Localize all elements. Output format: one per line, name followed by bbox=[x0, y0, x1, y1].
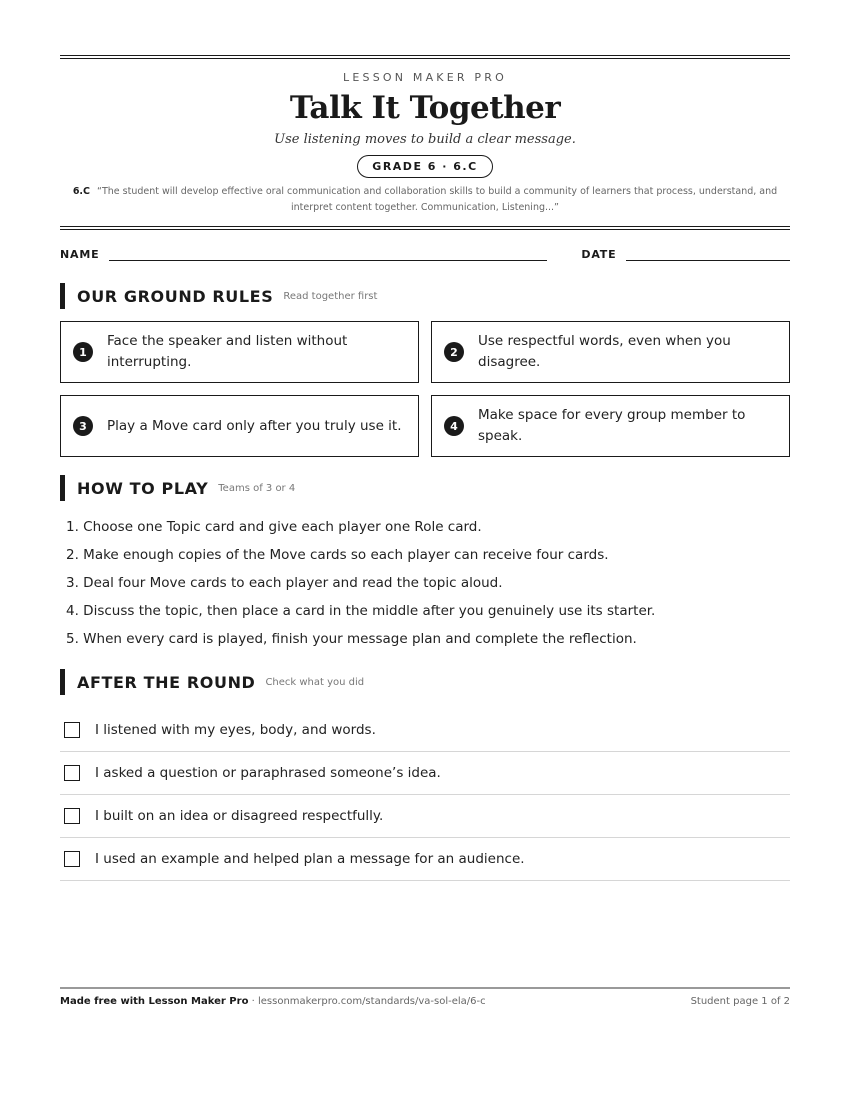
section-title: HOW TO PLAY bbox=[77, 478, 209, 498]
ground-rules-grid bbox=[60, 321, 790, 457]
rule-number-badge: 3 bbox=[73, 416, 93, 436]
reflection-checklist bbox=[60, 709, 790, 881]
standard-description bbox=[60, 184, 790, 216]
how-to-play-header bbox=[60, 475, 790, 501]
page-footer bbox=[60, 987, 790, 1007]
checklist-text: I listened with my eyes, body, and words. bbox=[95, 722, 376, 738]
step-item: 5. When every card is played, finish your message plan and complete the reflection. bbox=[66, 631, 637, 647]
ground-rule-card bbox=[431, 395, 790, 457]
standard-code: 6.C bbox=[72, 186, 91, 197]
checklist-text: I asked a question or paraphrased someone’s idea. bbox=[95, 765, 441, 781]
ground-rule-card bbox=[60, 321, 419, 383]
name-date-row bbox=[60, 248, 790, 261]
worksheet-page bbox=[60, 55, 790, 881]
checklist-item bbox=[60, 838, 790, 881]
footer-made-with: Made free with Lesson Maker Pro bbox=[60, 996, 249, 1007]
date-field[interactable] bbox=[626, 250, 790, 261]
footer-credit bbox=[60, 996, 486, 1007]
section-hint: Teams of 3 or 4 bbox=[218, 482, 296, 494]
checklist-item bbox=[60, 752, 790, 795]
rule-text: Use respectful words, even when you disagree. bbox=[478, 333, 731, 370]
checkbox[interactable] bbox=[64, 851, 80, 867]
ground-rules-header bbox=[60, 283, 790, 309]
ground-rule-card bbox=[60, 395, 419, 457]
footer-page-number: Student page 1 of 2 bbox=[690, 996, 790, 1007]
checklist-text: I built on an idea or disagreed respectfully. bbox=[95, 808, 384, 824]
name-field[interactable] bbox=[109, 250, 547, 261]
grade-badge: GRADE 6 · 6.C bbox=[357, 155, 492, 178]
after-round-header bbox=[60, 669, 790, 695]
section-title: OUR GROUND RULES bbox=[77, 286, 274, 306]
step-item: 1. Choose one Topic card and give each player one Role card. bbox=[66, 519, 482, 535]
rule-number-badge: 1 bbox=[73, 342, 93, 362]
steps-list bbox=[60, 513, 790, 653]
header-top-rule bbox=[60, 55, 790, 59]
rule-text: Face the speaker and listen without interrupting. bbox=[107, 333, 348, 370]
checklist-item bbox=[60, 795, 790, 838]
section-hint: Read together first bbox=[283, 290, 378, 302]
checklist-item bbox=[60, 709, 790, 752]
footer-url[interactable]: · lessonmakerpro.com/standards/va-sol-ela/6-c bbox=[248, 996, 486, 1007]
rule-number-badge: 2 bbox=[444, 342, 464, 362]
checkbox[interactable] bbox=[64, 808, 80, 824]
checklist-text: I used an example and helped plan a message for an audience. bbox=[95, 851, 525, 867]
ground-rule-card bbox=[431, 321, 790, 383]
step-item: 2. Make enough copies of the Move cards so each player can receive four cards. bbox=[66, 547, 609, 563]
rule-text: Play a Move card only after you truly use it. bbox=[107, 417, 402, 434]
section-hint: Check what you did bbox=[265, 676, 365, 688]
page-subtitle: Use listening moves to build a clear message. bbox=[274, 132, 576, 147]
checkbox[interactable] bbox=[64, 722, 80, 738]
brand-name: LESSON MAKER PRO bbox=[343, 71, 507, 84]
section-title: AFTER THE ROUND bbox=[77, 672, 256, 692]
page-title: Talk It Together bbox=[289, 90, 561, 126]
standard-text: “The student will develop effective oral communication and collaboration skills to build a community of learners that process, understand, and interpret content together. Communication, Listening...” bbox=[97, 186, 778, 213]
rule-number-badge: 4 bbox=[444, 416, 464, 436]
step-item: 3. Deal four Move cards to each player and read the topic aloud. bbox=[66, 575, 503, 591]
name-label: NAME bbox=[60, 248, 100, 261]
step-item: 4. Discuss the topic, then place a card in the middle after you genuinely use its starter. bbox=[66, 603, 656, 619]
rule-text: Make space for every group member to speak. bbox=[478, 407, 746, 444]
checkbox[interactable] bbox=[64, 765, 80, 781]
header-bottom-rule bbox=[60, 226, 790, 230]
date-label: DATE bbox=[581, 248, 617, 261]
